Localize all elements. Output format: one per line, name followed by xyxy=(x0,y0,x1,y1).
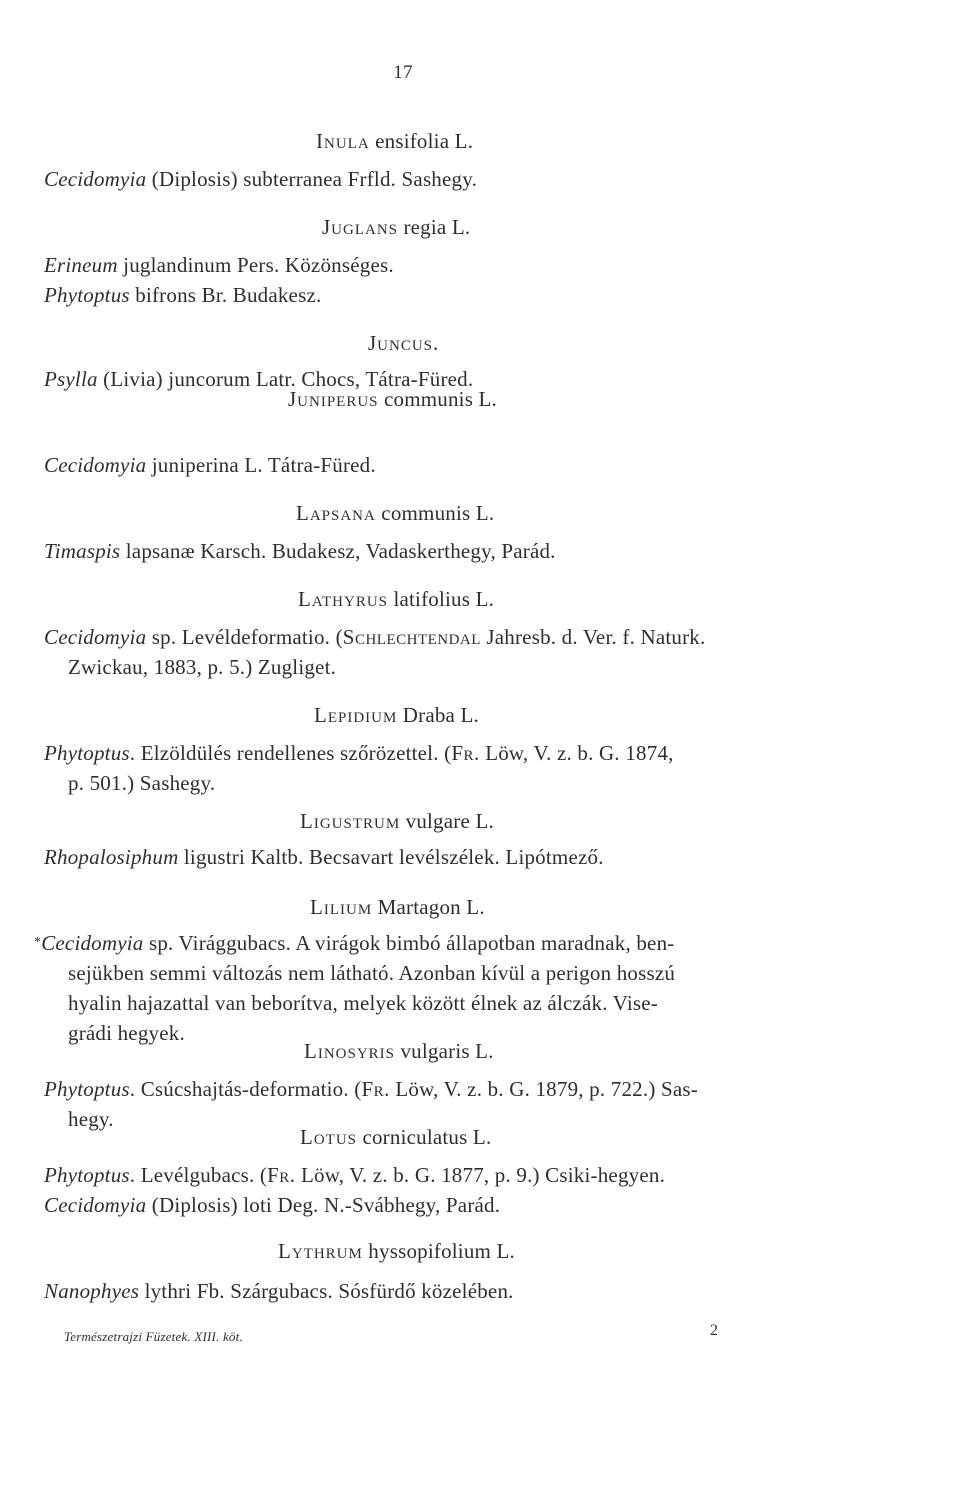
entry-lilium-1-line2 xyxy=(68,958,808,988)
entry-text-tail: Löw, V. z. b. G. 1879, p. 722.) Sas- xyxy=(389,1077,698,1101)
footer-signature: 2 xyxy=(710,1322,719,1339)
species-name: Phytoptus xyxy=(44,1163,130,1187)
entry-text: bifrons Br. Budakesz. xyxy=(129,283,322,307)
entry-text: juniperina L. Tátra-Füred. xyxy=(146,453,376,477)
entry-juglans-1 xyxy=(44,250,784,280)
footnote-mark: * xyxy=(34,935,42,950)
heading-lilium xyxy=(310,892,485,922)
heading-ligustrum xyxy=(300,806,494,836)
heading-rest: regia L. xyxy=(398,215,471,239)
species-name: Nanophyes xyxy=(44,1279,140,1303)
heading-lathyrus xyxy=(298,584,494,614)
entry-lythrum-1 xyxy=(44,1276,784,1306)
heading-linosyris xyxy=(304,1036,494,1066)
entry-text: . Csúcshajtás-deformatio. ( xyxy=(129,1077,362,1101)
genus: Lathyrus xyxy=(298,587,389,611)
entry-lilium-1-line3 xyxy=(68,988,808,1018)
entry-lilium-1 xyxy=(34,928,774,958)
genus: Juniperus xyxy=(288,387,379,411)
entry-text: (Diplosis) subterranea Frfld. Sashegy. xyxy=(146,167,478,191)
species-name: Timaspis xyxy=(44,539,121,563)
genus: Inula xyxy=(316,129,370,153)
entry-text-line2: Zwickau, 1883, p. 5.) Zugliget. xyxy=(68,655,337,679)
page-number: 17 xyxy=(393,62,413,83)
heading-rest: Martagon L. xyxy=(372,895,485,919)
species-name: Cecidomyia xyxy=(44,167,147,191)
heading-lapsana xyxy=(296,498,494,528)
heading-rest: vulgare L. xyxy=(400,809,494,833)
heading-rest: ensifolia L. xyxy=(369,129,474,153)
species-name: Cecidomyia xyxy=(44,625,147,649)
heading-rest: vulgaris L. xyxy=(395,1039,494,1063)
entry-text-line3: hyalin hajazattal van beborítva, melyek között élnek az álczák. Vise- xyxy=(68,991,658,1015)
entry-text: (Livia) juncorum Latr. Chocs, Tátra-Füred. xyxy=(97,367,474,391)
genus: Linosyris xyxy=(304,1039,396,1063)
heading-inula xyxy=(316,126,473,156)
heading-juncus xyxy=(368,328,438,358)
entry-ligustrum-1 xyxy=(44,842,784,872)
genus: Lilium xyxy=(310,895,373,919)
heading-juglans xyxy=(322,212,470,242)
entry-lepidium-1-cont xyxy=(68,768,808,798)
entry-text: lythri Fb. Szárgubacs. Sósfürdő közelében. xyxy=(139,1279,514,1303)
genus: Lythrum xyxy=(278,1239,363,1263)
species-name: Cecidomyia xyxy=(44,453,147,477)
heading-rest: corniculatus L. xyxy=(357,1125,492,1149)
genus: Juncus xyxy=(368,331,434,355)
heading-rest: hyssopifolium L. xyxy=(362,1239,515,1263)
author-name: Schlechtendal xyxy=(342,625,481,649)
entry-text-tail: Jahresb. d. Ver. f. Naturk. xyxy=(480,625,706,649)
heading-rest: communis L. xyxy=(378,387,498,411)
author-name: Fr. xyxy=(451,741,480,765)
genus: Juglans xyxy=(322,215,399,239)
species-name: Psylla xyxy=(44,367,98,391)
species-name: Cecidomyia xyxy=(41,931,144,955)
genus: Lepidium xyxy=(314,703,398,727)
heading-juniperus xyxy=(288,384,497,414)
heading-rest: communis L. xyxy=(375,501,495,525)
species-name: Erineum xyxy=(44,253,118,277)
entry-text-line2: sejükben semmi változás nem látható. Azonban kívül a perigon hosszú xyxy=(68,961,676,985)
genus: Lotus xyxy=(300,1125,357,1149)
footer-journal: Természetrajzi Füzetek. XIII. köt. xyxy=(64,1329,243,1344)
entry-text: . Elzöldülés rendellenes szőrözettel. ( xyxy=(129,741,452,765)
entry-text: juglandinum Pers. Közönséges. xyxy=(117,253,394,277)
species-name: Phytoptus xyxy=(44,283,130,307)
heading-rest: latifolius L. xyxy=(388,587,495,611)
entry-lotus-2 xyxy=(44,1190,784,1220)
author-name: Fr. xyxy=(267,1163,296,1187)
entry-lotus-1 xyxy=(44,1160,784,1190)
entry-text: sp. Virággubacs. A virágok bimbó állapotban maradnak, ben- xyxy=(143,931,675,955)
entry-text-tail: Löw, V. z. b. G. 1874, xyxy=(479,741,674,765)
heading-lepidium xyxy=(314,700,479,730)
entry-linosyris-1 xyxy=(44,1074,784,1104)
species-name: Phytoptus xyxy=(44,741,130,765)
heading-rest: . xyxy=(433,331,439,355)
entry-lathyrus-1-cont xyxy=(68,652,808,682)
entry-text: (Diplosis) loti Deg. N.-Svábhegy, Parád. xyxy=(146,1193,501,1217)
entry-text: . Levélgubacs. ( xyxy=(129,1163,268,1187)
entry-text-line2: p. 501.) Sashegy. xyxy=(68,771,216,795)
entry-lathyrus-1 xyxy=(44,622,784,652)
author-name: Fr. xyxy=(361,1077,390,1101)
species-name: Cecidomyia xyxy=(44,1193,147,1217)
entry-juniperus-1 xyxy=(44,450,784,480)
genus: Lapsana xyxy=(296,501,376,525)
entry-lapsana-1 xyxy=(44,536,784,566)
heading-lotus xyxy=(300,1122,491,1152)
heading-lythrum xyxy=(278,1236,515,1266)
entry-text-line4: grádi hegyek. xyxy=(68,1021,185,1045)
entry-lepidium-1 xyxy=(44,738,784,768)
entry-juglans-2 xyxy=(44,280,784,310)
entry-text-line2: hegy. xyxy=(68,1107,114,1131)
entry-text: sp. Levéldeformatio. ( xyxy=(146,625,343,649)
genus: Ligustrum xyxy=(300,809,401,833)
species-name: Phytoptus xyxy=(44,1077,130,1101)
entry-text-tail: Löw, V. z. b. G. 1877, p. 9.) Csiki-hegyen. xyxy=(295,1163,666,1187)
species-name: Rhopalosiphum xyxy=(44,845,179,869)
heading-rest: Draba L. xyxy=(397,703,480,727)
entry-text: ligustri Kaltb. Becsavart levélszélek. Lipótmező. xyxy=(178,845,604,869)
entry-inula-1 xyxy=(44,164,784,194)
entry-text: lapsanæ Karsch. Budakesz, Vadaskerthegy, Parád. xyxy=(120,539,556,563)
